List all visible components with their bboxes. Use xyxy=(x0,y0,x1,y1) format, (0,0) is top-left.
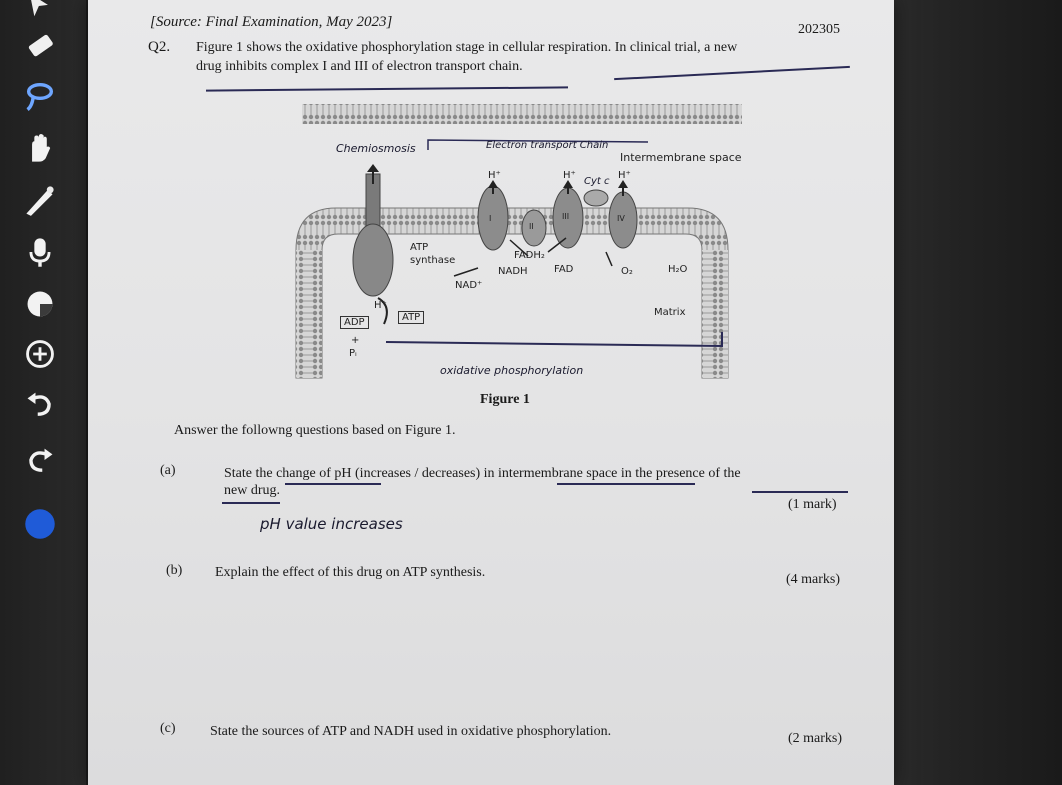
etc-note: Electron transport Chain xyxy=(486,140,609,151)
undo-icon[interactable] xyxy=(20,384,60,424)
pi-label: Pᵢ xyxy=(349,348,357,359)
chemiosmosis-note: Chemiosmosis xyxy=(336,142,416,155)
plus-label: + xyxy=(351,335,360,346)
microphone-icon[interactable] xyxy=(20,232,60,272)
handwritten-underline xyxy=(206,86,568,91)
handwritten-answer-a: pH value increases xyxy=(260,515,403,533)
h-plus-label-3: H⁺ xyxy=(618,170,631,181)
nad-label: NAD⁺ xyxy=(455,280,483,291)
atp-synthase-label-2: synthase xyxy=(410,255,456,266)
cyt-c-label: Cyt c xyxy=(584,176,610,187)
part-c-label: (c) xyxy=(160,721,176,736)
annotation-toolbar xyxy=(0,0,86,785)
matrix-label: Matrix xyxy=(654,307,686,318)
eraser-icon[interactable] xyxy=(20,26,60,66)
instructions: Answer the followng questions based on Figure 1. xyxy=(174,423,456,438)
complex-ii-label: II xyxy=(529,222,534,231)
complex-i xyxy=(478,186,508,250)
intermembrane-label: Intermembrane space xyxy=(620,151,742,164)
figure-caption: Figure 1 xyxy=(480,392,530,407)
nadh-label: NADH xyxy=(498,266,528,277)
part-a-line-1: State the change of pH (increases / decreases) in intermembrane space in the presence of the xyxy=(224,466,741,481)
complex-ii xyxy=(522,210,546,246)
atp-synthase xyxy=(353,224,393,296)
h-plus-label-1: H⁺ xyxy=(488,170,501,181)
oxphos-note: oxidative phosphorylation xyxy=(440,364,584,377)
complex-i-label: I xyxy=(489,214,492,223)
question-line-2: drug inhibits complex I and III of electron transport chain. xyxy=(196,59,523,74)
redo-icon[interactable] xyxy=(20,440,60,480)
handwritten-underline xyxy=(285,483,381,485)
part-c-text: State the sources of ATP and NADH used in oxidative phosphorylation. xyxy=(210,724,612,739)
complex-iv-label: IV xyxy=(617,214,625,223)
blue-color-swatch-icon[interactable] xyxy=(20,504,60,544)
handwritten-underline xyxy=(614,66,850,80)
source-line: [Source: Final Examination, May 2023] xyxy=(150,14,393,30)
fad-label: FAD xyxy=(554,264,574,275)
adp-label: ADP xyxy=(340,316,369,329)
part-c-marks: (2 marks) xyxy=(788,731,843,746)
atp-synthase-label-1: ATP xyxy=(410,242,429,253)
color-icon[interactable] xyxy=(20,284,60,324)
question-number: Q2. xyxy=(148,39,171,55)
o2-label: O₂ xyxy=(621,266,633,277)
paper-code: 202305 xyxy=(798,22,840,37)
background-right xyxy=(892,0,1062,785)
outer-membrane xyxy=(302,104,742,124)
part-b-text: Explain the effect of this drug on ATP synthesis. xyxy=(215,565,486,580)
complex-iii-label: III xyxy=(562,212,570,221)
part-a-line-2: new drug. xyxy=(224,483,280,498)
handwritten-underline xyxy=(557,483,695,485)
part-a-label: (a) xyxy=(160,463,176,478)
handwritten-underline xyxy=(222,502,280,504)
h-plus-label-2: H⁺ xyxy=(563,170,576,181)
pointer-icon[interactable] xyxy=(20,0,60,26)
atp-label: ATP xyxy=(398,311,424,324)
h-plus-label-4: H⁺ xyxy=(374,300,387,311)
part-a-marks: (1 mark) xyxy=(788,497,837,512)
handwritten-underline xyxy=(752,491,848,493)
part-b-marks: (4 marks) xyxy=(786,572,841,587)
hand-icon[interactable] xyxy=(20,128,60,168)
pen-icon[interactable] xyxy=(20,180,60,220)
add-icon[interactable] xyxy=(20,334,60,374)
question-line-1: Figure 1 shows the oxidative phosphorylation stage in cellular respiration. In clinical trial, a new xyxy=(196,40,738,55)
part-b-label: (b) xyxy=(166,563,183,578)
fadh2-label: FADH₂ xyxy=(514,250,545,261)
h2o-label: H₂O xyxy=(668,264,688,275)
lasso-icon[interactable] xyxy=(20,76,60,116)
cytochrome-c xyxy=(584,190,608,206)
exam-paper xyxy=(88,0,894,785)
